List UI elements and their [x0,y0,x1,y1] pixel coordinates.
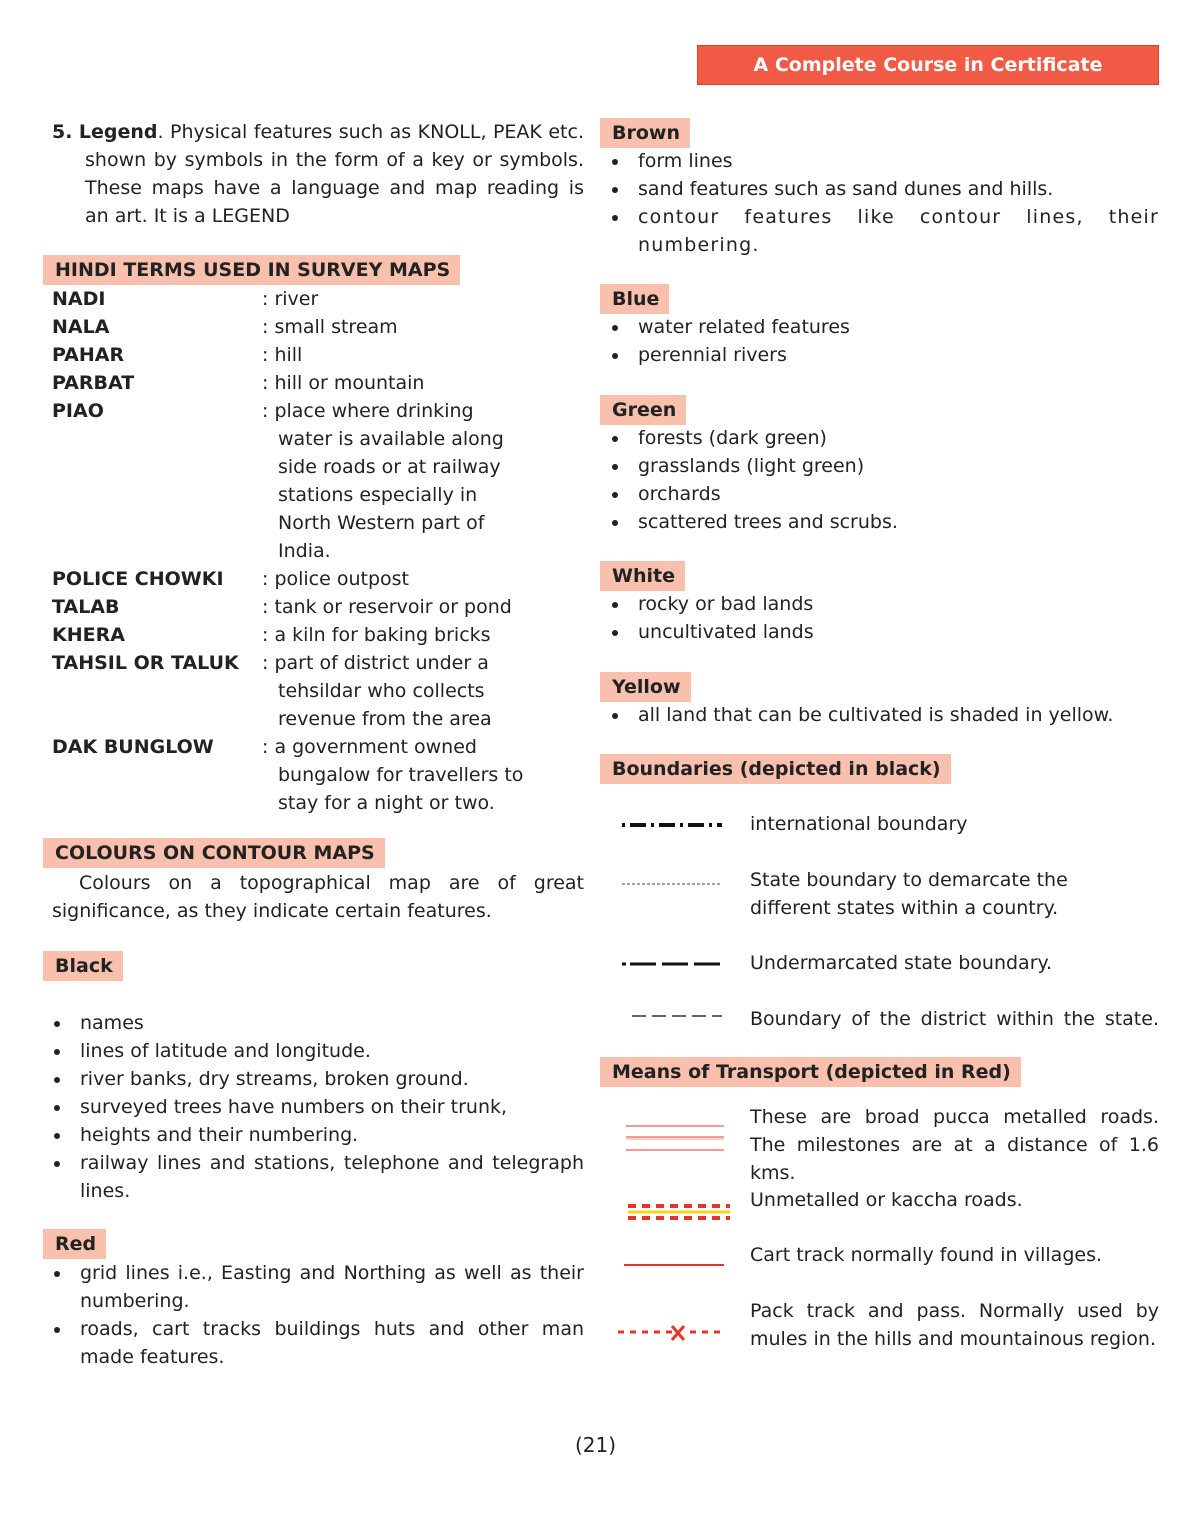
list-item: form lines [610,147,1159,175]
term-definition: : hill or mountain [262,372,425,394]
term-definition: : police outpost [262,568,410,590]
list-item: contour features like contour lines, their numbering. [610,203,1159,259]
list-item: orchards [610,480,1159,508]
brown-list [610,147,1159,259]
page-number: (21) [574,1433,617,1457]
term-name: NADI [52,288,106,310]
term-definition: tehsildar who collects [278,680,485,702]
yellow-list [610,701,1159,729]
term-definition: India. [278,540,331,562]
blue-heading: Blue [600,284,669,314]
term-definition: : part of district under a [262,652,489,674]
boundary-text-international: international boundary [750,813,968,835]
red-list [52,1259,584,1371]
legend-paragraph [52,118,584,230]
term-definition: stations especially in [278,484,478,506]
term-definition: : a kiln for baking bricks [262,624,491,646]
transport-text-cart-track: Cart track normally found in villages. [750,1244,1103,1266]
list-item: perennial rivers [610,341,1159,369]
red-heading: Red [43,1229,106,1259]
term-definition: : river [262,288,319,310]
colours-heading: COLOURS ON CONTOUR MAPS [43,838,385,868]
transport-text-pack-track: Pack track and pass. Normally used by mules in the hills and mountainous region. [750,1300,1159,1350]
term-name: POLICE CHOWKI [52,568,224,590]
white-heading: White [600,561,685,591]
legend-text: . Physical features such as KNOLL, PEAK etc. shown by symbols in the form of a key or symbols. These maps have a language and map reading is an art. It is a LEGEND [85,121,584,227]
list-item: roads, cart tracks buildings huts and other man made features. [52,1315,584,1371]
dash-dot-line-icon [620,816,724,832]
red-line-icon [622,1258,726,1272]
term-row [52,733,584,817]
term-name: PIAO [52,400,104,422]
term-definition: : small stream [262,316,398,338]
blue-list [610,313,1159,369]
list-item: names [52,1009,584,1037]
book-title-banner: A Complete Course in Certificate Geography-II [697,45,1159,85]
term-row [52,649,584,733]
white-list [610,590,1159,646]
black-heading: Black [43,951,123,981]
term-definition: stay for a night or two. [278,792,495,814]
boundary-text-state: State boundary to demarcate the different states within a country. [750,869,1068,919]
hindi-terms-list [52,285,584,817]
transport-heading: Means of Transport (depicted in Red) [600,1057,1021,1087]
term-definition: : a government owned [262,736,477,758]
left-column [52,118,584,1368]
list-item: rocky or bad lands [610,590,1159,618]
term-definition: : tank or reservoir or pond [262,596,512,618]
term-row [52,369,584,397]
legend-term: Legend [78,121,158,143]
term-definition: water is available along [278,428,504,450]
term-definition: bungalow for travellers to [278,764,524,786]
transport-text-metalled: These are broad pucca metalled roads. The milestones are at a distance of 1.6 kms. [750,1106,1159,1184]
term-definition: North Western part of [278,512,485,534]
list-item: surveyed trees have numbers on their trunk, [52,1093,584,1121]
list-item: grasslands (light green) [610,452,1159,480]
term-row [52,285,584,313]
term-row [52,593,584,621]
black-list [52,1009,584,1205]
list-item: uncultivated lands [610,618,1159,646]
term-definition: revenue from the area [278,708,492,730]
list-item: water related features [610,313,1159,341]
list-item: forests (dark green) [610,424,1159,452]
term-definition: : hill [262,344,303,366]
red-yellow-dashed-road-icon [626,1200,732,1224]
transport-text-unmetalled: Unmetalled or kaccha roads. [750,1189,1023,1211]
list-item: lines of latitude and longitude. [52,1037,584,1065]
yellow-heading: Yellow [600,672,691,702]
term-name: PARBAT [52,372,135,394]
list-item: scattered trees and scrubs. [610,508,1159,536]
colours-intro: Colours on a topographical map are of great significance, as they indicate certain features. [52,872,584,922]
short-dash-line-icon [628,1008,724,1024]
term-row [52,313,584,341]
term-row [52,397,584,565]
term-definition: side roads or at railway [278,456,501,478]
term-name: KHERA [52,624,125,646]
term-row [52,341,584,369]
fine-dashed-line-icon [620,876,724,892]
boundary-text-undermarcated: Undermarcated state boundary. [750,952,1053,974]
term-name: PAHAR [52,344,125,366]
list-item: sand features such as sand dunes and hills. [610,175,1159,203]
term-name: NALA [52,316,110,338]
green-list [610,424,1159,536]
list-item: grid lines i.e., Easting and Northing as well as their numbering. [52,1259,584,1315]
red-dashed-cross-icon [616,1322,722,1346]
term-name: DAK BUNGLOW [52,736,214,758]
list-item: river banks, dry streams, broken ground. [52,1065,584,1093]
hindi-terms-heading: HINDI TERMS USED IN SURVEY MAPS [43,255,460,285]
long-dash-line-icon [620,956,724,972]
term-name: TAHSIL OR TALUK [52,652,239,674]
boundary-text-district: Boundary of the district within the state. [750,1008,1159,1030]
list-item: railway lines and stations, telephone and telegraph lines. [52,1149,584,1205]
term-row [52,621,584,649]
brown-heading: Brown [600,118,690,148]
double-red-line-icon [624,1120,726,1160]
green-heading: Green [600,395,686,425]
list-item: heights and their numbering. [52,1121,584,1149]
term-name: TALAB [52,596,120,618]
boundaries-heading: Boundaries (depicted in black) [600,754,951,784]
list-item: all land that can be cultivated is shaded in yellow. [610,701,1159,729]
legend-number: 5. [52,121,73,143]
term-row [52,565,584,593]
term-definition: : place where drinking [262,400,474,422]
